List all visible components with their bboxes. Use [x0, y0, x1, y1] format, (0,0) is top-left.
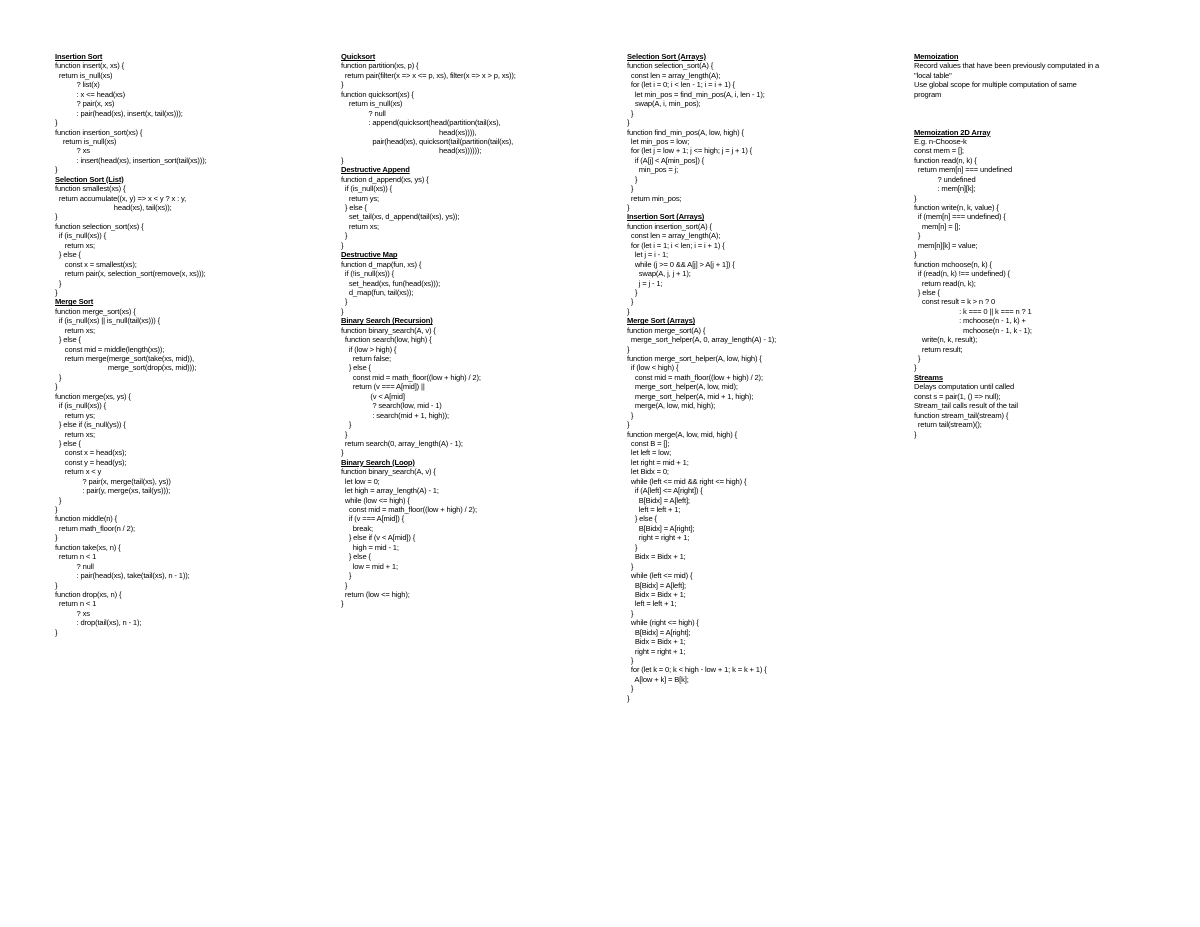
- code-line: return xs;: [55, 325, 95, 335]
- code-line: mchoose(n - 1, k - 1);: [914, 325, 1032, 335]
- code-line: }: [341, 571, 352, 581]
- code-line: return result;: [914, 344, 963, 354]
- code-line: }: [341, 448, 344, 458]
- section-heading: Selection Sort (Arrays): [627, 52, 706, 61]
- code-line: mem[n][k] = value;: [914, 240, 978, 250]
- code-line: Record values that have been previously computated in a: [914, 61, 1100, 71]
- code-line: if (A[j] < A[min_pos]) {: [627, 155, 705, 165]
- code-line: return xs;: [341, 221, 379, 231]
- code-line: head(xs))))));: [341, 146, 482, 156]
- code-line: : insert(head(xs), insertion_sort(tail(xs)));: [55, 155, 207, 165]
- code-line: }: [55, 533, 58, 543]
- code-line: const result = k > n ? 0: [914, 297, 996, 307]
- code-line: }: [341, 155, 344, 165]
- code-line: right = right + 1;: [627, 533, 690, 543]
- code-line: } else {: [55, 250, 81, 260]
- section-heading: Streams: [914, 372, 943, 382]
- code-line: E.g. n-Choose-k: [914, 136, 967, 146]
- code-line: const mid = middle(length(xs));: [55, 344, 165, 354]
- code-line: ? xs: [55, 146, 90, 156]
- code-line: }: [627, 410, 634, 420]
- code-line: return accumulate((x, y) => x < y ? x : y,: [55, 193, 187, 203]
- code-line: }: [627, 174, 638, 184]
- code-line: : drop(tail(xs), n - 1);: [55, 618, 142, 628]
- code-line: Delays computation until called: [914, 382, 1015, 392]
- code-line: function selection_sort(xs) {: [55, 221, 144, 231]
- code-line: }: [341, 297, 348, 307]
- code-line: for (let j = low + 1; j <= high; j = j + 1) {: [627, 146, 753, 156]
- code-line: }: [627, 693, 630, 703]
- section-heading: Selection Sort (List): [55, 174, 124, 184]
- code-line: const mid = math_floor((low + high) / 2);: [341, 372, 481, 382]
- code-line: d_map(fun, tail(xs));: [341, 287, 414, 297]
- code-line: }: [627, 203, 630, 212]
- section-heading: Destructive Map: [341, 250, 398, 260]
- code-line: return merge(merge_sort(take(xs, mid)),: [55, 354, 194, 363]
- code-line: if (is_null(xs) || is_null(tail(xs))) {: [55, 316, 160, 326]
- code-line: }: [341, 240, 344, 250]
- code-line: merge_sort_helper(A, mid + 1, high);: [627, 391, 754, 401]
- code-line: } else {: [55, 438, 81, 448]
- code-line: return min_pos;: [627, 193, 682, 203]
- section-heading: Insertion Sort: [55, 52, 103, 61]
- code-line: return mem[n] === undefined: [914, 165, 1013, 175]
- code-line: }: [627, 184, 634, 194]
- code-line: let min_pos = low;: [627, 136, 690, 146]
- code-line: merge_sort_helper(A, low, mid);: [627, 382, 738, 392]
- code-line: function quicksort(xs) {: [341, 89, 414, 99]
- code-line: }: [627, 108, 634, 118]
- code-line: let j = i - 1;: [627, 250, 668, 260]
- code-line: if (!is_null(xs)) {: [341, 269, 394, 279]
- code-line: write(n, k, result);: [914, 335, 978, 345]
- code-line: B[Bidx] = A[left];: [627, 495, 690, 505]
- code-line: head(xs)))),: [341, 127, 477, 137]
- code-line: let min_pos = find_min_pos(A, i, len - 1);: [627, 89, 765, 99]
- column-quicksort-search: [341, 52, 611, 609]
- code-line: Bidx = Bidx + 1;: [627, 637, 686, 647]
- code-line: }: [914, 231, 921, 241]
- code-line: : mem[n][k];: [914, 184, 976, 194]
- code-line: return is_null(xs): [55, 136, 117, 146]
- code-line: function d_append(xs, ys) {: [341, 174, 429, 184]
- code-line: function d_map(fun, xs) {: [341, 259, 422, 269]
- code-line: function drop(xs, n) {: [55, 589, 122, 599]
- code-line: while (left <= mid && right <= high) {: [627, 476, 747, 486]
- code-line: let low = 0;: [341, 476, 380, 486]
- section-heading: Merge Sort (Arrays): [627, 316, 696, 326]
- code-line: }: [627, 344, 630, 354]
- code-line: const mem = [];: [914, 146, 964, 156]
- code-line: left = left + 1;: [627, 505, 681, 514]
- code-line: }: [627, 684, 634, 694]
- code-line: function search(low, high) {: [341, 335, 432, 345]
- column-array-sorting: [627, 52, 897, 703]
- code-line: }: [627, 656, 634, 665]
- code-line: const mid = math_floor((low + high) / 2);: [341, 505, 477, 514]
- code-line: }: [341, 420, 352, 430]
- code-line: function find_min_pos(A, low, high) {: [627, 127, 744, 137]
- code-line: head(xs), tail(xs));: [55, 203, 172, 212]
- code-line: }: [627, 561, 634, 571]
- code-line: : pair(head(xs), insert(x, tail(xs)));: [55, 108, 183, 118]
- code-line: for (let i = 0; i < len - 1; i = i + 1) {: [627, 80, 735, 90]
- section-heading: Quicksort: [341, 52, 376, 61]
- code-line: }: [914, 429, 917, 439]
- code-line: return (low <= high);: [341, 589, 410, 599]
- code-line: A[low + k] = B[k];: [627, 674, 689, 684]
- code-line: let right = mid + 1;: [627, 457, 689, 467]
- code-line: }: [914, 354, 921, 363]
- code-line: }: [55, 165, 58, 175]
- code-line: set_tail(xs, d_append(tail(xs), ys));: [341, 212, 460, 222]
- code-line: const s = pair(1, () => null);: [914, 391, 1001, 401]
- code-line: }: [627, 297, 634, 307]
- section-heading: Memoization 2D Array: [914, 127, 991, 137]
- code-line: [914, 109, 1184, 118]
- code-line: }: [55, 627, 58, 637]
- code-line: return n < 1: [55, 599, 97, 609]
- code-line: }: [55, 495, 62, 505]
- code-line: const x = head(xs);: [55, 448, 127, 458]
- code-line: return false;: [341, 354, 391, 363]
- code-line: function binary_search(A, v) {: [341, 467, 436, 477]
- code-line: function insert(x, xs) {: [55, 61, 124, 71]
- code-line: return pair(x, selection_sort(remove(x, xs)));: [55, 269, 206, 279]
- code-line: }: [55, 505, 58, 514]
- code-line: ? null: [341, 108, 386, 118]
- code-line: if (is_null(xs)) {: [341, 184, 393, 194]
- code-line: function insertion_sort(xs) {: [55, 127, 143, 137]
- code-line: } else {: [55, 335, 81, 345]
- code-line: for (let k = 0; k < high - low + 1; k = k + 1) {: [627, 665, 767, 675]
- code-line: return (v === A[mid]) ||: [341, 382, 425, 392]
- code-line: function read(n, k) {: [914, 155, 977, 165]
- code-line: return xs;: [55, 240, 95, 250]
- code-line: low = mid + 1;: [341, 561, 398, 571]
- code-line: function middle(n) {: [55, 514, 118, 524]
- code-line: ? list(x): [55, 80, 100, 90]
- code-line: function merge_sort(xs) {: [55, 306, 136, 316]
- code-line: high = mid - 1;: [341, 542, 399, 552]
- code-line: let left = low;: [627, 448, 672, 458]
- code-line: "local table": [914, 70, 952, 80]
- code-line: } else {: [914, 287, 940, 297]
- code-line: if (low > high) {: [341, 344, 397, 354]
- code-line: B[Bidx] = A[right];: [627, 523, 695, 533]
- code-line: } else {: [627, 514, 657, 524]
- code-line: : mchoose(n - 1, k) +: [914, 316, 1026, 326]
- code-line: Bidx = Bidx + 1;: [627, 589, 686, 599]
- code-line: }: [341, 231, 348, 241]
- code-line: return ys;: [55, 410, 95, 420]
- code-line: }: [55, 278, 62, 288]
- code-line: const B = [];: [627, 438, 670, 448]
- code-line: merge_sort(drop(xs, mid)));: [55, 363, 197, 373]
- code-line: const len = array_length(A);: [627, 231, 721, 241]
- code-line: Use global scope for multiple computation of same: [914, 80, 1077, 90]
- code-line: if (is_null(xs)) {: [55, 401, 107, 411]
- code-line: program: [914, 89, 942, 99]
- code-line: ? search(low, mid - 1): [341, 401, 442, 411]
- code-line: merge_sort_helper(A, 0, array_length(A) - 1);: [627, 335, 777, 345]
- code-line: }: [627, 542, 638, 552]
- code-line: }: [914, 193, 917, 203]
- code-line: function merge_sort_helper(A, low, high) {: [627, 354, 762, 363]
- code-line: function binary_search(A, v) {: [341, 325, 436, 335]
- code-line: const y = head(ys);: [55, 457, 127, 467]
- code-line: }: [627, 608, 634, 618]
- code-line: function merge_sort(A) {: [627, 325, 706, 335]
- code-line: let high = array_length(A) - 1;: [341, 486, 439, 496]
- code-line: ? xs: [55, 608, 90, 618]
- code-line: ? pair(x, merge(tail(xs), ys)): [55, 476, 171, 486]
- code-line: const len = array_length(A);: [627, 70, 721, 80]
- code-line: }: [914, 250, 917, 260]
- section-heading: Binary Search (Recursion): [341, 316, 433, 326]
- code-line: merge(A, low, mid, high);: [627, 401, 716, 411]
- code-line: return n < 1: [55, 552, 97, 562]
- section-heading: Destructive Append: [341, 165, 410, 175]
- code-line: }: [627, 118, 630, 128]
- code-line: swap(A, j, j + 1);: [627, 269, 691, 279]
- code-line: : pair(y, merge(xs, tail(ys)));: [55, 486, 171, 496]
- code-line: return xs;: [55, 429, 95, 439]
- code-line: } else {: [341, 363, 371, 373]
- code-line: B[Bidx] = A[left];: [627, 580, 686, 590]
- code-line: function partition(xs, p) {: [341, 61, 419, 71]
- code-line: right = right + 1;: [627, 646, 686, 656]
- code-line: }: [341, 599, 344, 609]
- code-line: left = left + 1;: [627, 599, 677, 609]
- code-line: Bidx = Bidx + 1;: [627, 552, 686, 562]
- section-heading: Merge Sort: [55, 297, 94, 307]
- code-line: : pair(head(xs), take(tail(xs), n - 1));: [55, 571, 190, 581]
- code-line: }: [914, 363, 917, 373]
- column-memoization-streams: [914, 52, 1184, 439]
- code-line: }: [627, 420, 630, 430]
- code-line: : k === 0 || k === n ? 1: [914, 306, 1032, 316]
- section-heading: Memoization: [914, 52, 959, 61]
- code-line: function write(n, k, value) {: [914, 203, 999, 212]
- code-line: }: [341, 580, 348, 590]
- code-line: ? undefined: [914, 174, 976, 184]
- code-line: min_pos = j;: [627, 165, 679, 175]
- code-line: const x = smallest(xs);: [55, 259, 137, 269]
- code-line: }: [55, 287, 58, 297]
- code-line: return pair(filter(x => x <= p, xs), filter(x => x > p, xs));: [341, 70, 516, 80]
- code-line: return search(0, array_length(A) - 1);: [341, 438, 463, 448]
- code-line: }: [55, 580, 58, 590]
- code-line: while (j >= 0 && A[j] > A[j + 1]) {: [627, 259, 735, 269]
- code-line: }: [627, 306, 630, 316]
- code-line: return ys;: [341, 193, 379, 203]
- code-line: }: [341, 306, 344, 316]
- column-sorting-lists: [55, 52, 325, 637]
- code-line: if (low < high) {: [627, 363, 679, 373]
- code-line: (v < A[mid]: [341, 391, 405, 401]
- code-line: : append(quicksort(head(partition(tail(xs),: [341, 118, 501, 128]
- code-line: } else {: [341, 552, 371, 562]
- code-line: if (mem[n] === undefined) {: [914, 212, 1006, 222]
- code-line: let Bidx = 0;: [627, 467, 669, 477]
- code-line: while (left <= mid) {: [627, 571, 693, 581]
- code-line: [914, 118, 1184, 127]
- section-heading: Binary Search (Loop): [341, 457, 415, 467]
- code-line: } else {: [341, 203, 367, 212]
- code-line: function insertion_sort(A) {: [627, 221, 712, 231]
- code-line: if (A[left] <= A[right]) {: [627, 486, 703, 496]
- code-line: j = j - 1;: [627, 278, 663, 288]
- code-line: function mchoose(n, k) {: [914, 259, 992, 269]
- code-line: if (v === A[mid]) {: [341, 514, 405, 524]
- code-line: }: [341, 80, 344, 90]
- code-line: mem[n] = [];: [914, 221, 961, 231]
- code-line: : search(mid + 1, high));: [341, 410, 450, 420]
- code-line: ? null: [55, 561, 94, 571]
- code-line: function stream_tail(stream) {: [914, 410, 1009, 420]
- code-line: while (right <= high) {: [627, 618, 699, 628]
- code-line: }: [55, 372, 62, 382]
- code-line: [914, 99, 1184, 108]
- code-line: } else if (v < A[mid]) {: [341, 533, 416, 543]
- code-line: return is_null(xs): [341, 99, 403, 109]
- code-line: return is_null(xs): [55, 70, 113, 80]
- code-line: ? pair(x, xs): [55, 99, 115, 109]
- code-line: break;: [341, 523, 373, 533]
- code-line: }: [55, 212, 58, 222]
- code-line: B[Bidx] = A[right];: [627, 627, 691, 637]
- code-line: function smallest(xs) {: [55, 184, 126, 194]
- code-line: }: [341, 429, 348, 439]
- code-line: set_head(xs, fun(head(xs)));: [341, 278, 441, 288]
- code-line: return tail(stream)();: [914, 420, 982, 430]
- code-line: Stream_tail calls result of the tail: [914, 401, 1018, 411]
- code-line: }: [55, 382, 58, 392]
- code-line: } else if (is_null(ys)) {: [55, 420, 126, 430]
- code-line: return math_floor(n / 2);: [55, 523, 135, 533]
- code-line: function selection_sort(A) {: [627, 61, 714, 71]
- code-line: pair(head(xs), quicksort(tail(partition(tail(xs),: [341, 136, 514, 146]
- code-line: }: [627, 287, 638, 297]
- code-line: return x < y: [55, 467, 102, 477]
- code-line: : x <= head(xs): [55, 89, 125, 99]
- code-line: return read(n, k);: [914, 278, 976, 288]
- code-line: for (let i = 1; i < len; i = i + 1) {: [627, 240, 725, 250]
- code-line: function merge(xs, ys) {: [55, 391, 131, 401]
- code-line: if (is_null(xs)) {: [55, 231, 107, 241]
- code-line: }: [55, 118, 58, 128]
- code-line: while (low <= high) {: [341, 495, 410, 505]
- code-line: if (read(n, k) !== undefined) {: [914, 269, 1010, 279]
- code-line: swap(A, i, min_pos);: [627, 99, 701, 109]
- code-line: function take(xs, n) {: [55, 542, 121, 552]
- code-line: const mid = math_floor((low + high) / 2);: [627, 372, 763, 382]
- code-line: function merge(A, low, mid, high) {: [627, 429, 737, 439]
- section-heading: Insertion Sort (Arrays): [627, 212, 705, 222]
